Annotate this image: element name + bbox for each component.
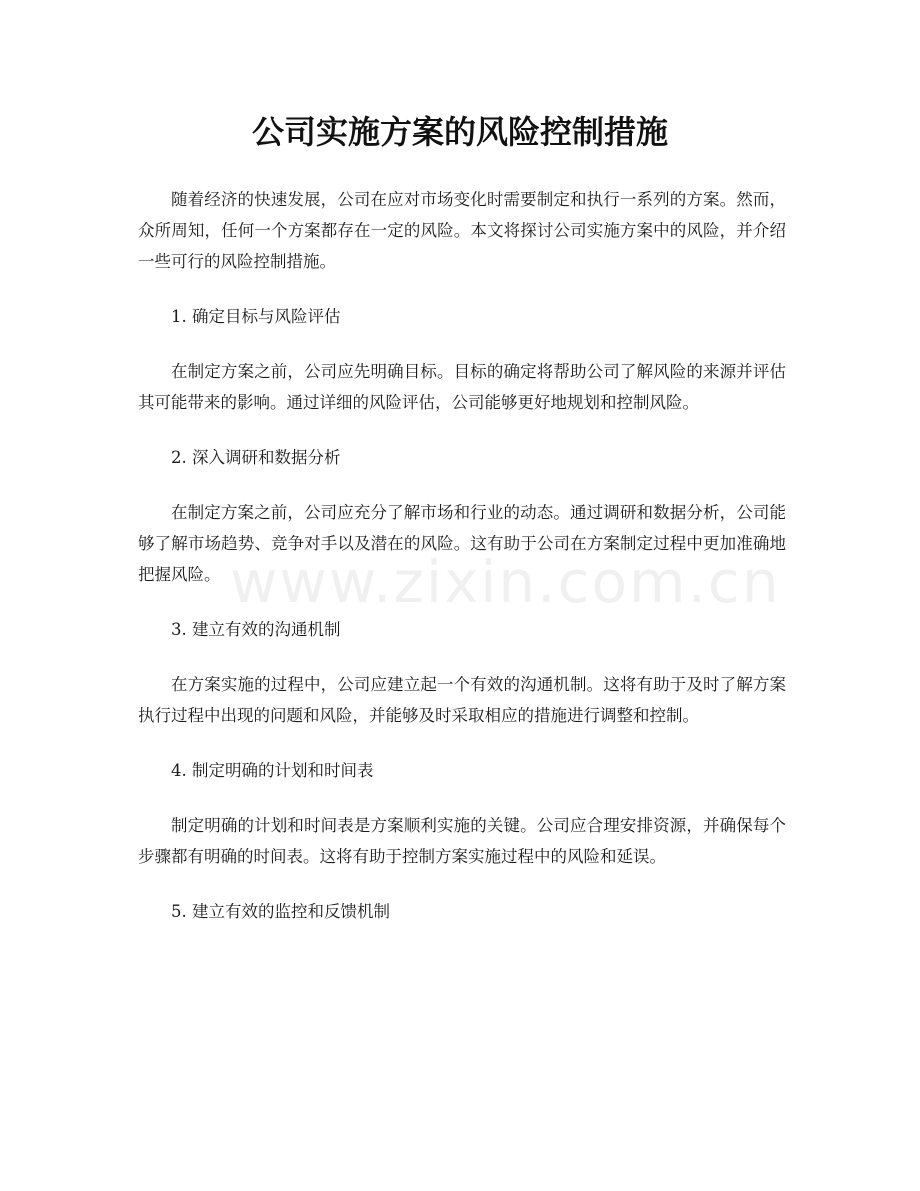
section-paragraph-2: 在制定方案之前，公司应充分了解市场和行业的动态。通过调研和数据分析，公司能够了解市场趋势、竞争对手以及潜在的风险。这有助于公司在方案制定过程中更加准确地把握风险。 (138, 503, 786, 584)
watermark-text: www.zixin.com.cn (230, 548, 781, 616)
section-heading-5: 5. 建立有效的监控和反馈机制 (171, 902, 390, 921)
section-paragraph-3: 在方案实施的过程中，公司应建立起一个有效的沟通机制。这将有助于及时了解方案执行过程中出现的问题和风险，并能够及时采取相应的措施进行调整和控制。 (138, 675, 786, 725)
section-heading-1: 1. 确定目标与风险评估 (171, 307, 341, 326)
section-paragraph-1: 在制定方案之前，公司应先明确目标。目标的确定将帮助公司了解风险的来源并评估其可能带来的影响。通过详细的风险评估，公司能够更好地规划和控制风险。 (138, 362, 786, 412)
section-heading-3: 3. 建立有效的沟通机制 (171, 620, 341, 639)
section-heading-2: 2. 深入调研和数据分析 (171, 448, 341, 467)
intro-paragraph: 随着经济的快速发展，公司在应对市场变化时需要制定和执行一系列的方案。然而，众所周知，任何一个方案都存在一定的风险。本文将探讨公司实施方案中的风险，并介绍一些可行的风险控制措施。 (138, 190, 786, 271)
section-heading-4: 4. 制定明确的计划和时间表 (171, 761, 374, 780)
document-body (138, 184, 786, 927)
document-title: 公司实施方案的风险控制措施 (251, 113, 668, 151)
section-paragraph-4: 制定明确的计划和时间表是方案顺利实施的关键。公司应合理安排资源，并确保每个步骤都有明确的时间表。这将有助于控制方案实施过程中的风险和延误。 (138, 816, 786, 866)
